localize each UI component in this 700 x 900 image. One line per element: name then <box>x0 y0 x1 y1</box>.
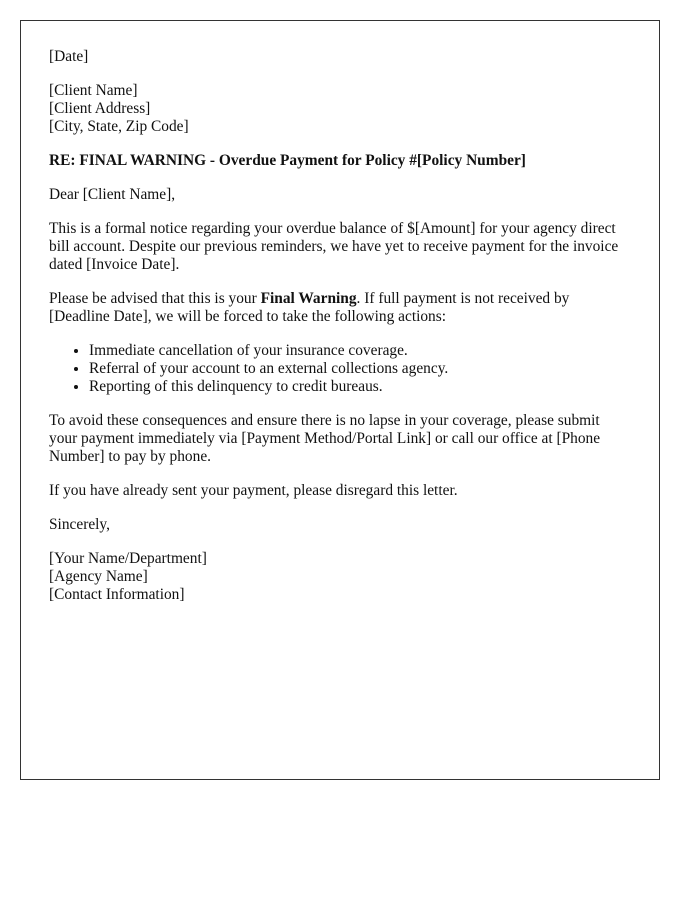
list-item: • Reporting of this delinquency to credit bureaus. <box>89 378 631 396</box>
actions-list <box>49 342 631 396</box>
recipient-city-state-zip: [City, State, Zip Code] <box>49 118 189 135</box>
signature-agency: [Agency Name] <box>49 568 148 585</box>
closing: Sincerely, <box>49 516 110 533</box>
subject-line: RE: FINAL WARNING - Overdue Payment for Policy #[Policy Number] <box>49 152 526 169</box>
signature-name-department: [Your Name/Department] <box>49 550 207 567</box>
recipient-address: [Client Address] <box>49 100 151 117</box>
final-warning-emphasis: Final Warning <box>260 290 357 307</box>
paragraph-disregard: If you have already sent your payment, please disregard this letter. <box>49 482 458 499</box>
final-warning-intro: Please be advised that this is your <box>49 290 261 307</box>
date-text: [Date] <box>49 48 89 65</box>
signature-block <box>49 550 631 604</box>
list-item: • Immediate cancellation of your insurance coverage. <box>89 342 631 360</box>
letter-page <box>20 20 660 780</box>
final-warning-rest: . If full payment is not received by [Deadline Date], we will be forced to take the following actions: <box>49 290 570 325</box>
signature-contact: [Contact Information] <box>49 586 185 603</box>
letter-date <box>49 48 631 66</box>
recipient-name: [Client Name] <box>49 82 138 99</box>
paragraph-payment-instructions: To avoid these consequences and ensure there is no lapse in your coverage, please submit your payment immediately via [Payment Method/Portal Link] or call our office at [Phone Number] to pay by phone. <box>49 412 601 465</box>
paragraph-overdue-notice: This is a formal notice regarding your overdue balance of $[Amount] for your agency direct bill account. Despite our previous reminders, we have yet to receive payment for the invoice dated [Invoice Date]. <box>49 220 619 273</box>
salutation: Dear [Client Name], <box>49 186 176 203</box>
recipient-block <box>49 82 631 136</box>
paragraph-final-warning <box>49 290 631 326</box>
list-item: • Referral of your account to an external collections agency. <box>89 360 631 378</box>
